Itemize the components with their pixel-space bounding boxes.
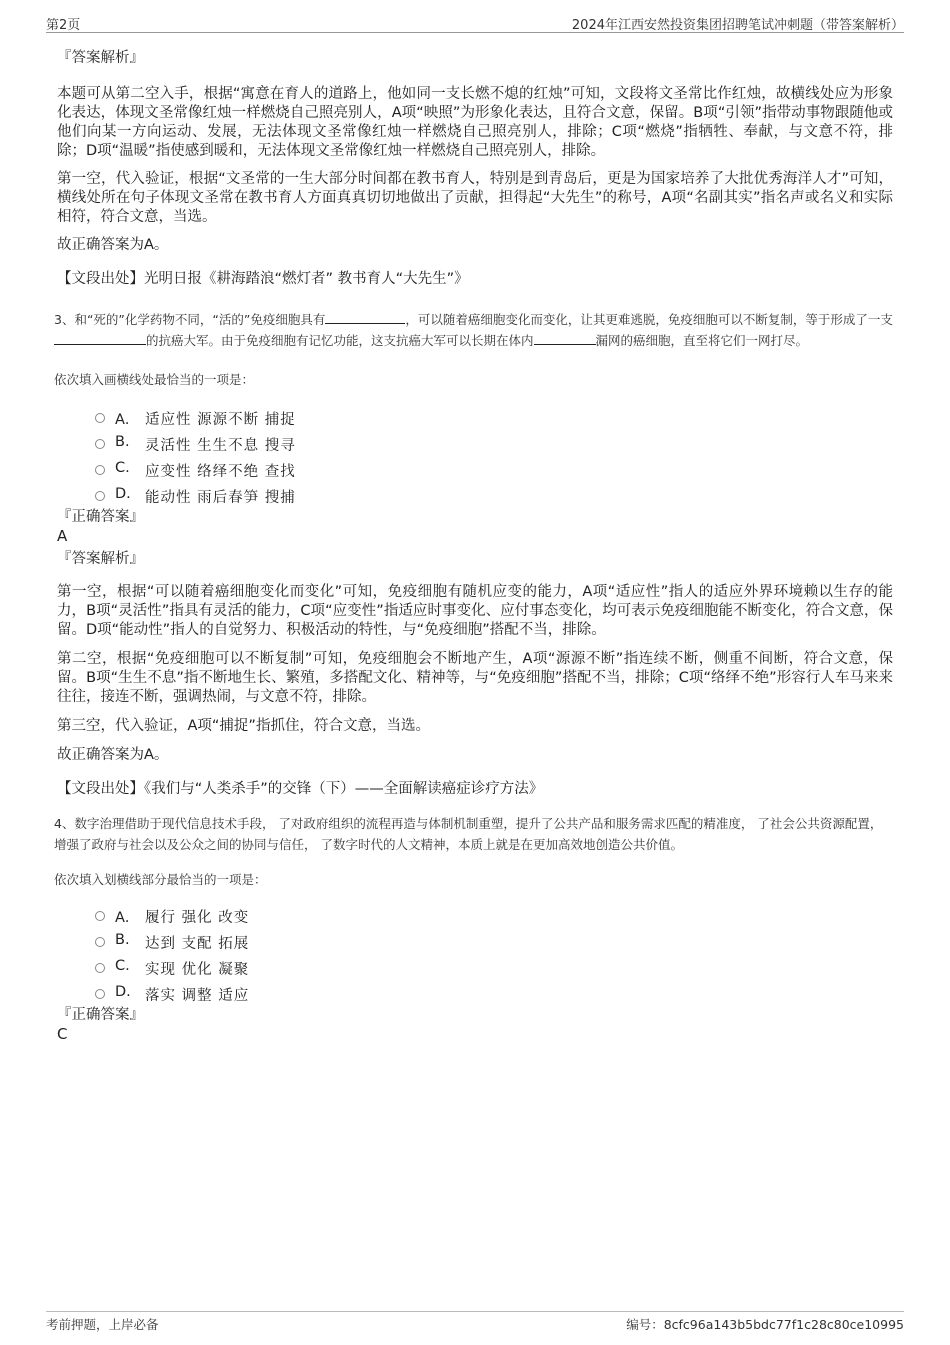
analysis-paragraph: 第三空，代入验证，A项“捕捉”指抓住，符合文意，当选。 <box>57 718 430 734</box>
analysis-label: 『答案解析』 <box>57 50 144 66</box>
question-prompt: 依次填入画横线处最恰当的一项是： <box>54 372 255 387</box>
analysis-paragraph: 故正确答案为A。 <box>57 747 169 763</box>
correct-answer-label: 『正确答案』 <box>57 1007 144 1023</box>
page-footer <box>46 1311 904 1332</box>
analysis-paragraph: 第一空，根据“可以随着癌细胞变化而变化”可知，免疫细胞有随机应变的能力，A项“适应性”指人的适应外界环境赖以生存的能力，B项“灵活性”指具有灵活的能力，C项“应变性”指适应时事变化、应付事态变化，均可表示免疫细胞能不断变化，符合文意，保留。D项“能动性”指人的自觉努力、积极活动的特性，与“免疫细胞”搭配不当，排除。 <box>57 584 893 638</box>
question-4-text: 4、数字治理借助于现代信息技术手段， 了对政府组织的流程再造与体制机制重塑，提升了公共产品和服务需求匹配的精准度， 了社会公共资源配置，增强了政府与社会以及公众之间的协同与信任， 了数字时代的人文精神，本质上就是在更加高效地创造公共价值。 <box>54 816 883 852</box>
analysis-paragraph: 本题可从第二空入手，根据“寓意在育人的道路上，他如同一支长燃不熄的红烛”可知，文段将文圣常比作红烛，故横线处应为形象化表达，体现文圣常像红烛一样燃烧自己照亮别人，A项“映照”为形象化表达，且符合文意，保留。B项“引领”指带动事物跟随他或他们向某一方向运动、发展，无法体现文圣常像红烛一样燃烧自己照亮别人，排除；C项“燃烧”指牺牲、奉献，与文意不符，排除；D项“温暖”指使感到暖和，无法体现文圣常像红烛一样燃烧自己照亮别人，排除。 <box>57 86 893 159</box>
radio-icon[interactable] <box>95 963 105 973</box>
radio-icon[interactable] <box>95 491 105 501</box>
source-citation: 【文段出处】光明日报《耕海踏浪“燃灯者” 教书育人“大先生”》 <box>57 271 469 287</box>
correct-answer: C <box>57 1025 68 1043</box>
radio-icon[interactable] <box>95 413 105 423</box>
footer-slogan: 考前押题，上岸必备 <box>46 1317 159 1332</box>
option-c[interactable]: C. 应变性 络绎不绝 查找 <box>95 457 893 483</box>
question-3-options <box>57 405 893 509</box>
blank-2 <box>54 332 146 345</box>
option-b[interactable]: B. 达到 支配 拓展 <box>95 929 893 955</box>
option-d[interactable]: D. 能动性 雨后春笋 搜捕 <box>95 483 893 509</box>
radio-icon[interactable] <box>95 439 105 449</box>
radio-icon[interactable] <box>95 465 105 475</box>
page-number: 第2页 <box>46 18 81 33</box>
document-title: 2024年江西安然投资集团招聘笔试冲刺题（带答案解析） <box>571 18 904 33</box>
analysis-paragraph: 故正确答案为A。 <box>57 237 169 253</box>
radio-icon[interactable] <box>95 911 105 921</box>
blank-1 <box>325 311 405 324</box>
question-3-text: 3、和“死的”化学药物不同，“活的”免疫细胞具有 ，可以随着癌细胞变化而变化，让其更难逃脱，免疫细胞可以不断复制，等于形成了一支的抗癌大军。由于免疫细胞有记忆功能，这支抗癌大军可以长期在体内 漏网的癌细胞，直至将它们一网打尽。 <box>54 312 893 348</box>
page-header <box>46 14 904 33</box>
option-b[interactable]: B. 灵活性 生生不息 搜寻 <box>95 431 893 457</box>
correct-answer-label: 『正确答案』 <box>57 509 144 525</box>
analysis-paragraph: 第一空，代入验证，根据“文圣常的一生大部分时间都在教书育人，特别是到青岛后，更是为国家培养了大批优秀海洋人才”可知，横线处所在句子体现文圣常在教书育人方面真真切切地做出了贡献，担得起“大先生”的称号，A项“名副其实”指名声或名义和实际相符，符合文意，当选。 <box>57 171 893 225</box>
source-citation: 【文段出处】《我们与“人类杀手”的交锋（下）——全面解读癌症诊疗方法》 <box>57 781 544 797</box>
correct-answer: A <box>57 527 68 545</box>
analysis-paragraph: 第二空，根据“免疫细胞可以不断复制”可知，免疫细胞会不断地产生，A项“源源不断”指连续不断，侧重不间断，符合文意，保留。B项“生生不息”指不断地生长、繁殖，多搭配文化、精神等，与“免疫细胞”搭配不当，排除；C项“络绎不绝”形容行人车马来来往往，接连不断，强调热闹，与文意不符，排除。 <box>57 651 893 705</box>
radio-icon[interactable] <box>95 989 105 999</box>
option-d[interactable]: D. 落实 调整 适应 <box>95 981 893 1007</box>
radio-icon[interactable] <box>95 937 105 947</box>
blank-3 <box>534 332 596 345</box>
question-prompt: 依次填入划横线部分最恰当的一项是： <box>54 872 267 887</box>
option-a[interactable]: A． 履行 强化 改变 <box>95 903 893 929</box>
option-a[interactable]: A． 适应性 源源不断 捕捉 <box>95 405 893 431</box>
main-content <box>54 44 893 1043</box>
analysis-label: 『答案解析』 <box>57 551 144 567</box>
option-c[interactable]: C. 实现 优化 凝聚 <box>95 955 893 981</box>
question-4-options <box>57 903 893 1007</box>
document-id: 编号：8cfc96a143b5bdc77f1c28c80ce10995 <box>626 1317 904 1332</box>
